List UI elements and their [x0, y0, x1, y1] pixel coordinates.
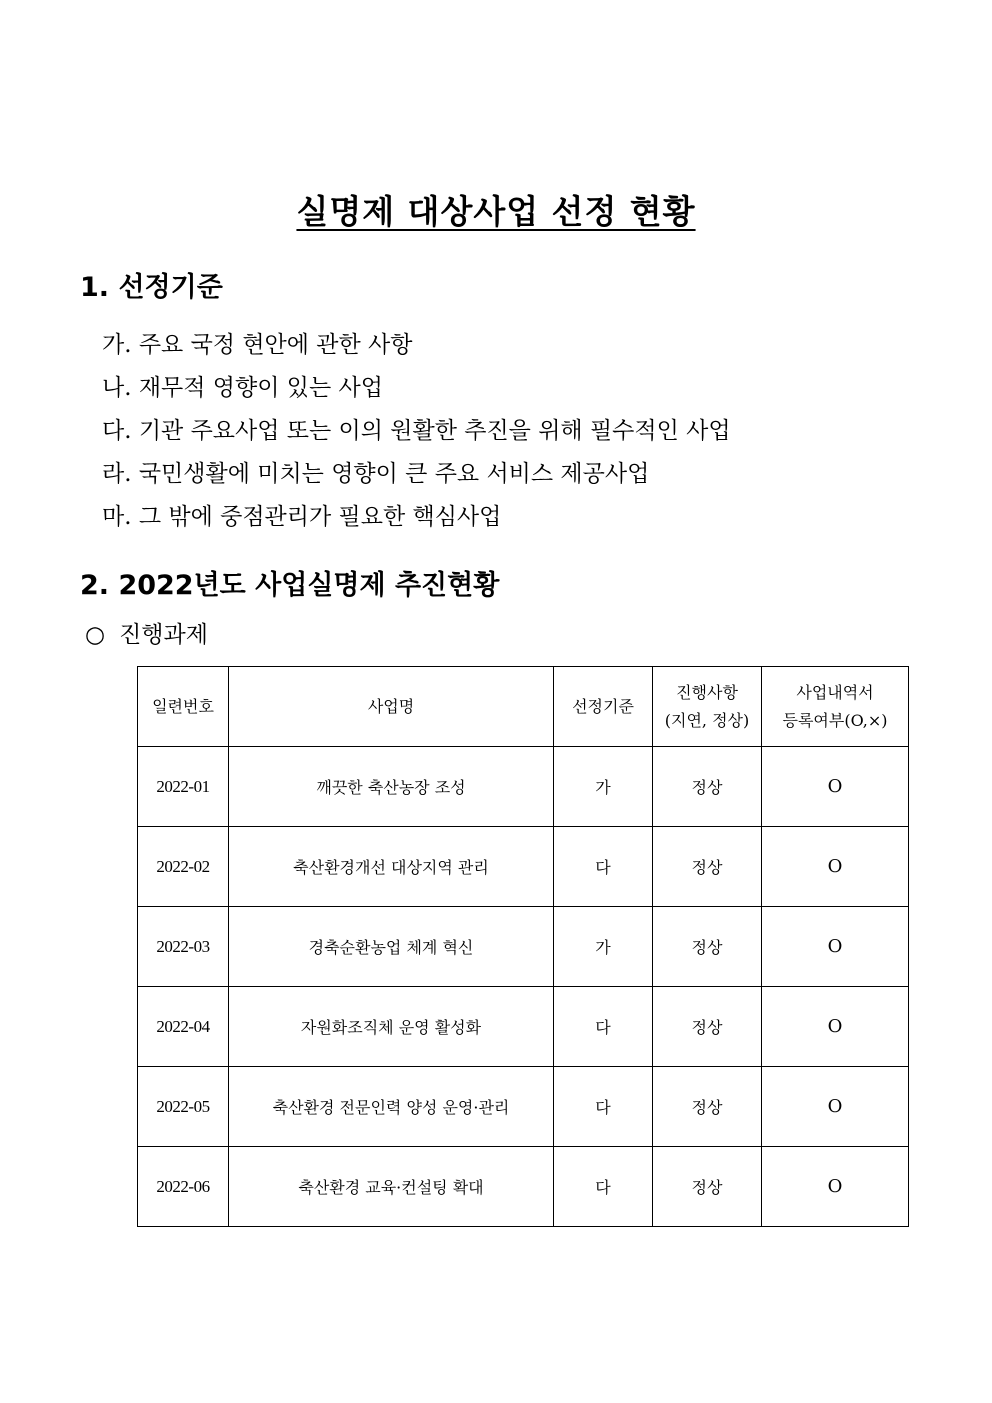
header-project: 사업명 — [229, 667, 554, 747]
criteria-item: 마. 그 밖에 중점관리가 필요한 핵심사업 — [102, 504, 502, 530]
cell-project: 축산환경 교육·컨설팅 확대 — [229, 1147, 554, 1227]
criteria-item: 나. 재무적 영향이 있는 사업 — [102, 375, 383, 401]
cell-registered: O — [762, 987, 909, 1067]
criteria-item: 라. 국민생활에 미치는 영향이 큰 주요 서비스 제공사업 — [102, 461, 650, 487]
cell-criteria: 가 — [554, 907, 653, 987]
cell-criteria: 다 — [554, 827, 653, 907]
header-progress — [653, 667, 762, 747]
cell-serial: 2022-01 — [138, 747, 229, 827]
table-header-row — [138, 667, 909, 747]
table-row — [138, 1147, 909, 1227]
cell-criteria: 다 — [554, 987, 653, 1067]
circle-bullet-icon: ○ — [85, 622, 106, 648]
header-serial: 일련번호 — [138, 667, 229, 747]
header-criteria: 선정기준 — [554, 667, 653, 747]
cell-progress: 정상 — [653, 747, 762, 827]
cell-serial: 2022-03 — [138, 907, 229, 987]
cell-registered: O — [762, 1147, 909, 1227]
criteria-item: 가. 주요 국정 현안에 관한 사항 — [102, 332, 413, 358]
section1-heading: 1. 선정기준 — [80, 272, 223, 303]
section2-heading: 2. 2022년도 사업실명제 추진현황 — [80, 570, 500, 601]
document-title-text: 실명제 대상사업 선정 현황 — [296, 192, 696, 231]
cell-registered: O — [762, 907, 909, 987]
cell-progress: 정상 — [653, 907, 762, 987]
header-progress-line1: 진행사항 — [676, 682, 738, 702]
cell-project: 깨끗한 축산농장 조성 — [229, 747, 554, 827]
cell-progress: 정상 — [653, 1067, 762, 1147]
table-row — [138, 907, 909, 987]
criteria-list — [102, 324, 731, 539]
header-registered-line1: 사업내역서 — [796, 682, 874, 702]
cell-criteria: 다 — [554, 1067, 653, 1147]
cell-project: 축산환경 전문인력 양성 운영·관리 — [229, 1067, 554, 1147]
cell-progress: 정상 — [653, 827, 762, 907]
document-title — [0, 186, 992, 233]
header-progress-line2: (지연, 정상) — [664, 710, 750, 730]
header-registered — [762, 667, 909, 747]
cell-registered: O — [762, 1067, 909, 1147]
cell-registered: O — [762, 747, 909, 827]
cell-criteria: 다 — [554, 1147, 653, 1227]
sub-heading — [85, 616, 208, 649]
cell-serial: 2022-02 — [138, 827, 229, 907]
cell-progress: 정상 — [653, 1147, 762, 1227]
table-row — [138, 1067, 909, 1147]
cell-project: 축산환경개선 대상지역 관리 — [229, 827, 554, 907]
criteria-item: 다. 기관 주요사업 또는 이의 원활한 추진을 위해 필수적인 사업 — [102, 418, 731, 444]
header-registered-line2: 등록여부(O,×) — [782, 710, 888, 730]
table-row — [138, 747, 909, 827]
cell-serial: 2022-04 — [138, 987, 229, 1067]
cell-criteria: 가 — [554, 747, 653, 827]
cell-serial: 2022-05 — [138, 1067, 229, 1147]
cell-project: 자원화조직체 운영 활성화 — [229, 987, 554, 1067]
cell-serial: 2022-06 — [138, 1147, 229, 1227]
cell-progress: 정상 — [653, 987, 762, 1067]
table-row — [138, 827, 909, 907]
cell-registered: O — [762, 827, 909, 907]
cell-project: 경축순환농업 체계 혁신 — [229, 907, 554, 987]
table-row — [138, 987, 909, 1067]
task-table — [137, 666, 909, 1227]
sub-heading-label: 진행과제 — [119, 622, 208, 648]
